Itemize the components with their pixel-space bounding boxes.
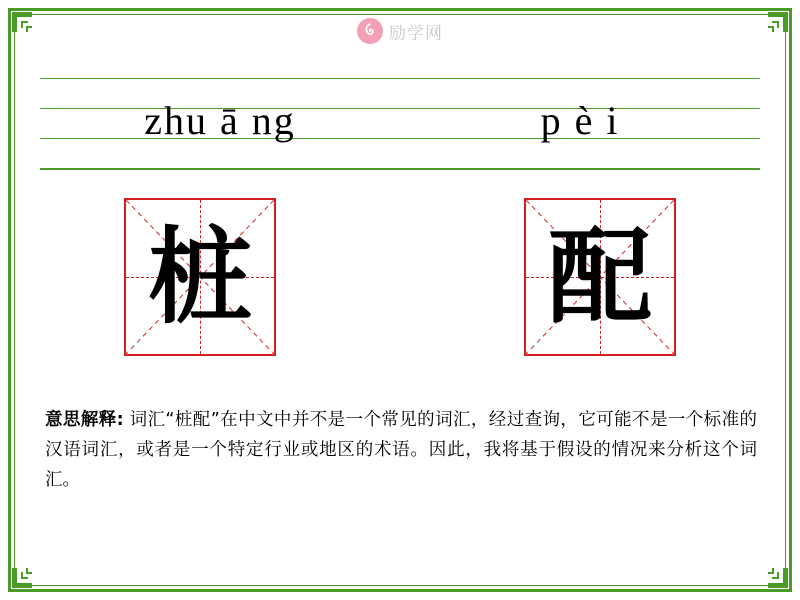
corner-ornament-icon	[744, 10, 790, 56]
pinyin-row	[40, 78, 760, 170]
corner-ornament-icon	[10, 544, 56, 590]
tian-zi-ge-box	[524, 198, 676, 356]
character-right: 配	[547, 216, 652, 338]
pinyin-four-line-grid	[40, 78, 760, 170]
pinyin-left-text: zhu ā ng	[144, 97, 296, 143]
explanation-block	[45, 405, 757, 495]
tian-zi-ge-box	[124, 198, 276, 356]
corner-ornament-icon	[10, 10, 56, 56]
pinyin-right-text: p è i	[540, 97, 620, 143]
corner-ornament-icon	[744, 544, 790, 590]
logo-mark-icon	[357, 18, 383, 44]
pinyin-right	[400, 78, 760, 170]
pinyin-left	[40, 78, 400, 170]
character-cell-left	[0, 198, 400, 356]
site-logo	[357, 18, 443, 44]
character-row	[0, 198, 800, 356]
character-cell-right	[400, 198, 800, 356]
explanation-text: 词汇“桩配”在中文中并不是一个常见的词汇，经过查询，它可能不是一个标准的汉语词汇，或者是一个特定行业或地区的术语。因此，我将基于假设的情况来分析这个词汇。	[45, 410, 758, 491]
explanation-label: 意思解释:	[45, 410, 124, 430]
character-left: 桩	[147, 216, 252, 338]
logo-text: 励学网	[389, 23, 443, 44]
